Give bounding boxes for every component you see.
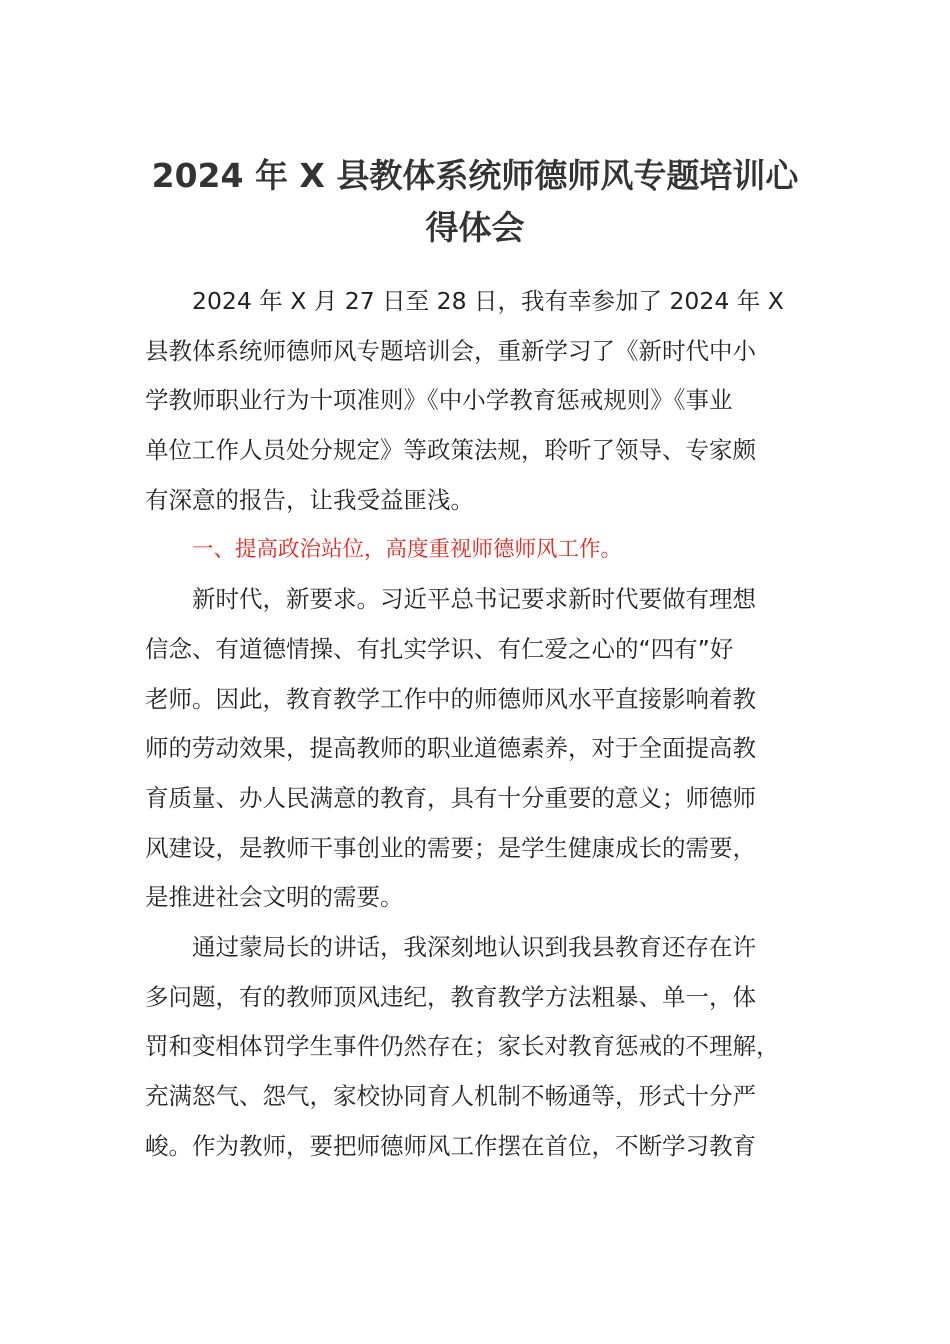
paragraph-3-line-4: 充满怒气、怨气，家校协同育人机制不畅通等，形式十分严 (145, 1082, 756, 1110)
paragraph-2-line-7: 是推进社会文明的需要。 (145, 883, 404, 912)
paragraph-3-line-1: 通过蒙局长的讲话，我深刻地认识到我县教育还存在许 (192, 932, 756, 961)
paragraph-2-line-3: 老师。因此，教育教学工作中的师德师风水平直接影响着教 (145, 684, 756, 713)
document-title (120, 150, 830, 254)
paragraph-2-line-6: 风建设，是教师干事创业的需要；是学生健康成长的需要， (145, 833, 756, 862)
section-heading-1: 一、提高政治站位，高度重视师德师风工作。 (192, 537, 623, 563)
document-body (145, 277, 805, 1171)
paragraph-3-line-3: 罚和变相体罚学生事件仍然存在；家长对教育惩戒的不理解， (145, 1032, 780, 1061)
paragraph-2-line-2: 信念、有道德情操、有扎实学识、有仁爱之心的“四有”好 (145, 634, 734, 663)
paragraph-1-line-5: 有深意的报告，让我受益匪浅。 (145, 485, 474, 514)
paragraph-2-line-1: 新时代，新要求。习近平总书记要求新时代要做有理想 (192, 585, 756, 614)
paragraph-1-line-1: 2024 年 X 月 27 日至 28 日，我有幸参加了 2024 年 X (192, 287, 784, 315)
paragraph-3-line-5: 峻。作为教师，要把师德师风工作摆在首位，不断学习教育 (145, 1131, 756, 1160)
paragraph-3-line-2: 多问题，有的教师顶风违纪，教育教学方法粗暴、单一，体 (145, 982, 756, 1011)
paragraph-2-line-5: 育质量、办人民满意的教育，具有十分重要的意义；师德师 (145, 783, 756, 812)
title-line-2: 得体会 (425, 208, 525, 247)
paragraph-1-line-3: 学教师职业行为十项准则》《中小学教育惩戒规则》《事业 (145, 386, 733, 415)
title-line-1: 2024 年 X 县教体系统师德师风专题培训心 (151, 156, 799, 195)
paragraph-1-line-4: 单位工作人员处分规定》等政策法规，聆听了领导、专家颇 (145, 436, 756, 465)
paragraph-2-line-4: 师的劳动效果，提高教师的职业道德素养，对于全面提高教 (145, 734, 756, 763)
paragraph-1-line-2: 县教体系统师德师风专题培训会，重新学习了《新时代中小 (145, 336, 756, 365)
